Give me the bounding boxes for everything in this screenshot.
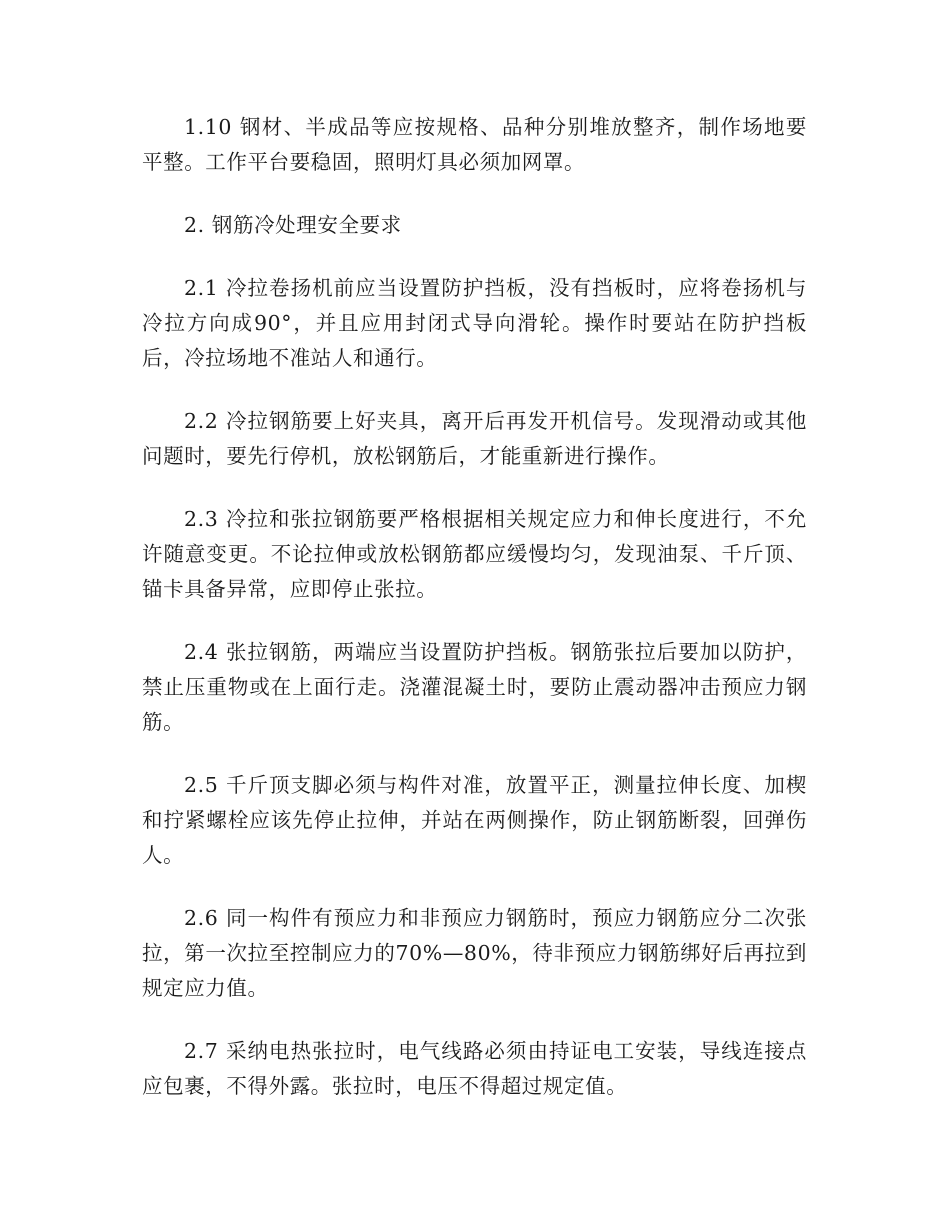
document-body — [142, 110, 807, 1132]
section-heading-2: 2. 钢筋冷处理安全要求 — [184, 213, 402, 237]
paragraph-2-2: 2.2 冷拉钢筋要上好夹具，离开后再发开机信号。发现滑动或其他问题时，要先行停机，放松钢筋后，才能重新进行操作。 — [142, 409, 807, 468]
paragraph-2-4: 2.4 张拉钢筋，两端应当设置防护挡板。钢筋张拉后要加以防护，禁止压重物或在上面行走。浇灌混凝土时，要防止震动器冲击预应力钢筋。 — [142, 640, 807, 734]
paragraph-2-5: 2.5 千斤顶支脚必须与构件对准，放置平正，测量拉伸长度、加楔和拧紧螺栓应该先停止拉伸，并站在两侧操作，防止钢筋断裂，回弹伤人。 — [142, 773, 807, 867]
paragraph-2-7: 2.7 采纳电热张拉时，电气线路必须由持证电工安装，导线连接点应包裹，不得外露。张拉时，电压不得超过规定值。 — [142, 1039, 807, 1098]
paragraph-2-6: 2.6 同一构件有预应力和非预应力钢筋时，预应力钢筋应分二次张拉，第一次拉至控制应力的70%—80%，待非预应力钢筋绑好后再拉到规定应力值。 — [142, 906, 807, 1000]
paragraph-1-10: 1.10 钢材、半成品等应按规格、品种分别堆放整齐，制作场地要平整。工作平台要稳固，照明灯具必须加网罩。 — [142, 115, 807, 174]
paragraph-2-1: 2.1 冷拉卷扬机前应当设置防护挡板，没有挡板时，应将卷扬机与冷拉方向成90°，并且应用封闭式导向滑轮。操作时要站在防护挡板后，冷拉场地不准站人和通行。 — [142, 276, 807, 370]
paragraph-2-3: 2.3 冷拉和张拉钢筋要严格根据相关规定应力和伸长度进行，不允许随意变更。不论拉伸或放松钢筋都应缓慢均匀，发现油泵、千斤顶、锚卡具备异常，应即停止张拉。 — [142, 507, 807, 601]
